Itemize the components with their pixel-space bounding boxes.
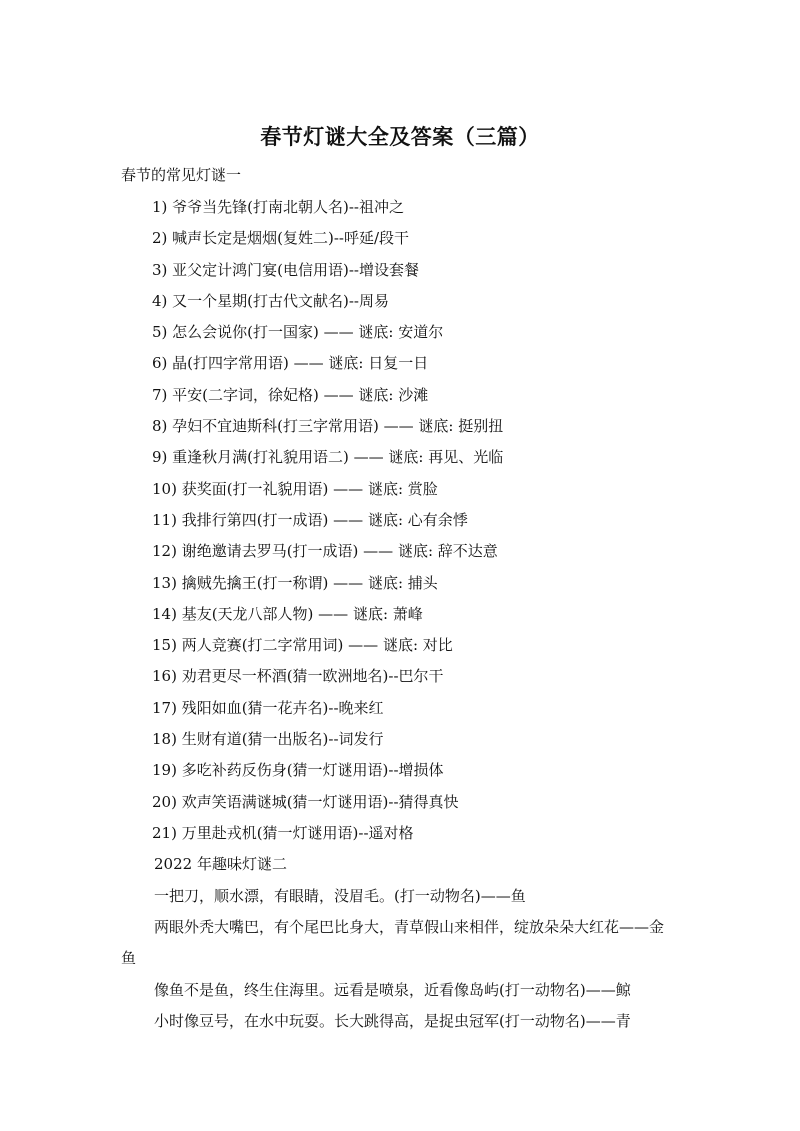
list-item: 12) 谢绝邀请去罗马(打一成语) —— 谜底: 辞不达意: [152, 542, 498, 561]
list-item: 3) 亚父定计鸿门宴(电信用语)--增设套餐: [152, 260, 420, 279]
riddle-list: [152, 196, 503, 853]
paragraph: 像鱼不是鱼，终生住海里。远看是喷泉，近看像岛屿(打一动物名)——鲸: [154, 981, 631, 999]
list-item: 8) 孕妇不宜迪斯科(打三字常用语) —— 谜底: 挺别扭: [152, 417, 504, 436]
list-item: 16) 劝君更尽一杯酒(猜一欧洲地名)--巴尔干: [152, 667, 444, 686]
paragraph: 两眼外秃大嘴巴，有个尾巴比身大，青草假山来相伴，绽放朵朵大红花——金鱼: [121, 918, 665, 967]
list-item: 1) 爷爷当先锋(打南北朝人名)--祖冲之: [152, 198, 405, 216]
paragraph: 一把刀，顺水漂，有眼睛，没眉毛。(打一动物名)——鱼: [154, 887, 526, 905]
list-item: 13) 擒贼先擒王(打一称谓) —— 谜底: 捕头: [152, 573, 438, 592]
list-item: 21) 万里赴戎机(猜一灯谜用语)--遥对格: [152, 823, 414, 842]
document-title: 春节灯谜大全及答案（三篇）: [260, 125, 540, 149]
list-item: 15) 两人竞赛(打二字常用词) —— 谜底: 对比: [152, 636, 453, 655]
list-item: 20) 欢声笑语满谜城(猜一灯谜用语)--猜得真快: [152, 792, 459, 811]
list-item: 9) 重逢秋月满(打礼貌用语二) —— 谜底: 再见、光临: [152, 448, 504, 467]
list-item: 4) 又一个星期(打古代文献名)--周易: [152, 291, 390, 310]
list-item: 19) 多吃补药反伤身(猜一灯谜用语)--增损体: [152, 761, 444, 780]
section-heading-2: 2022 年趣味灯谜二: [154, 855, 287, 873]
list-item: 2) 喊声长定是烟烟(复姓二)--呼延/段干: [152, 229, 410, 248]
list-item: 5) 怎么会说你(打一国家) —— 谜底: 安道尔: [152, 323, 444, 342]
list-item: 17) 残阳如血(猜一花卉名)--晚来红: [152, 698, 384, 717]
section-heading-1: 春节的常见灯谜一: [121, 166, 242, 184]
paragraph: 小时像豆号，在水中玩耍。长大跳得高，是捉虫冠军(打一动物名)——青: [154, 1012, 631, 1030]
list-item: 11) 我排行第四(打一成语) —— 谜底: 心有余悸: [152, 510, 468, 529]
list-item: 14) 基友(天龙八部人物) —— 谜底: 萧峰: [152, 604, 423, 623]
list-item: 6) 晶(打四字常用语) —— 谜底: 日复一日: [152, 354, 429, 373]
list-item: 10) 获奖面(打一礼貌用语) —— 谜底: 赏脸: [152, 479, 438, 498]
list-item: 7) 平安(二字词，徐妃格) —— 谜底: 沙滩: [152, 385, 429, 404]
list-item: 18) 生财有道(猜一出版名)--词发行: [152, 730, 384, 749]
